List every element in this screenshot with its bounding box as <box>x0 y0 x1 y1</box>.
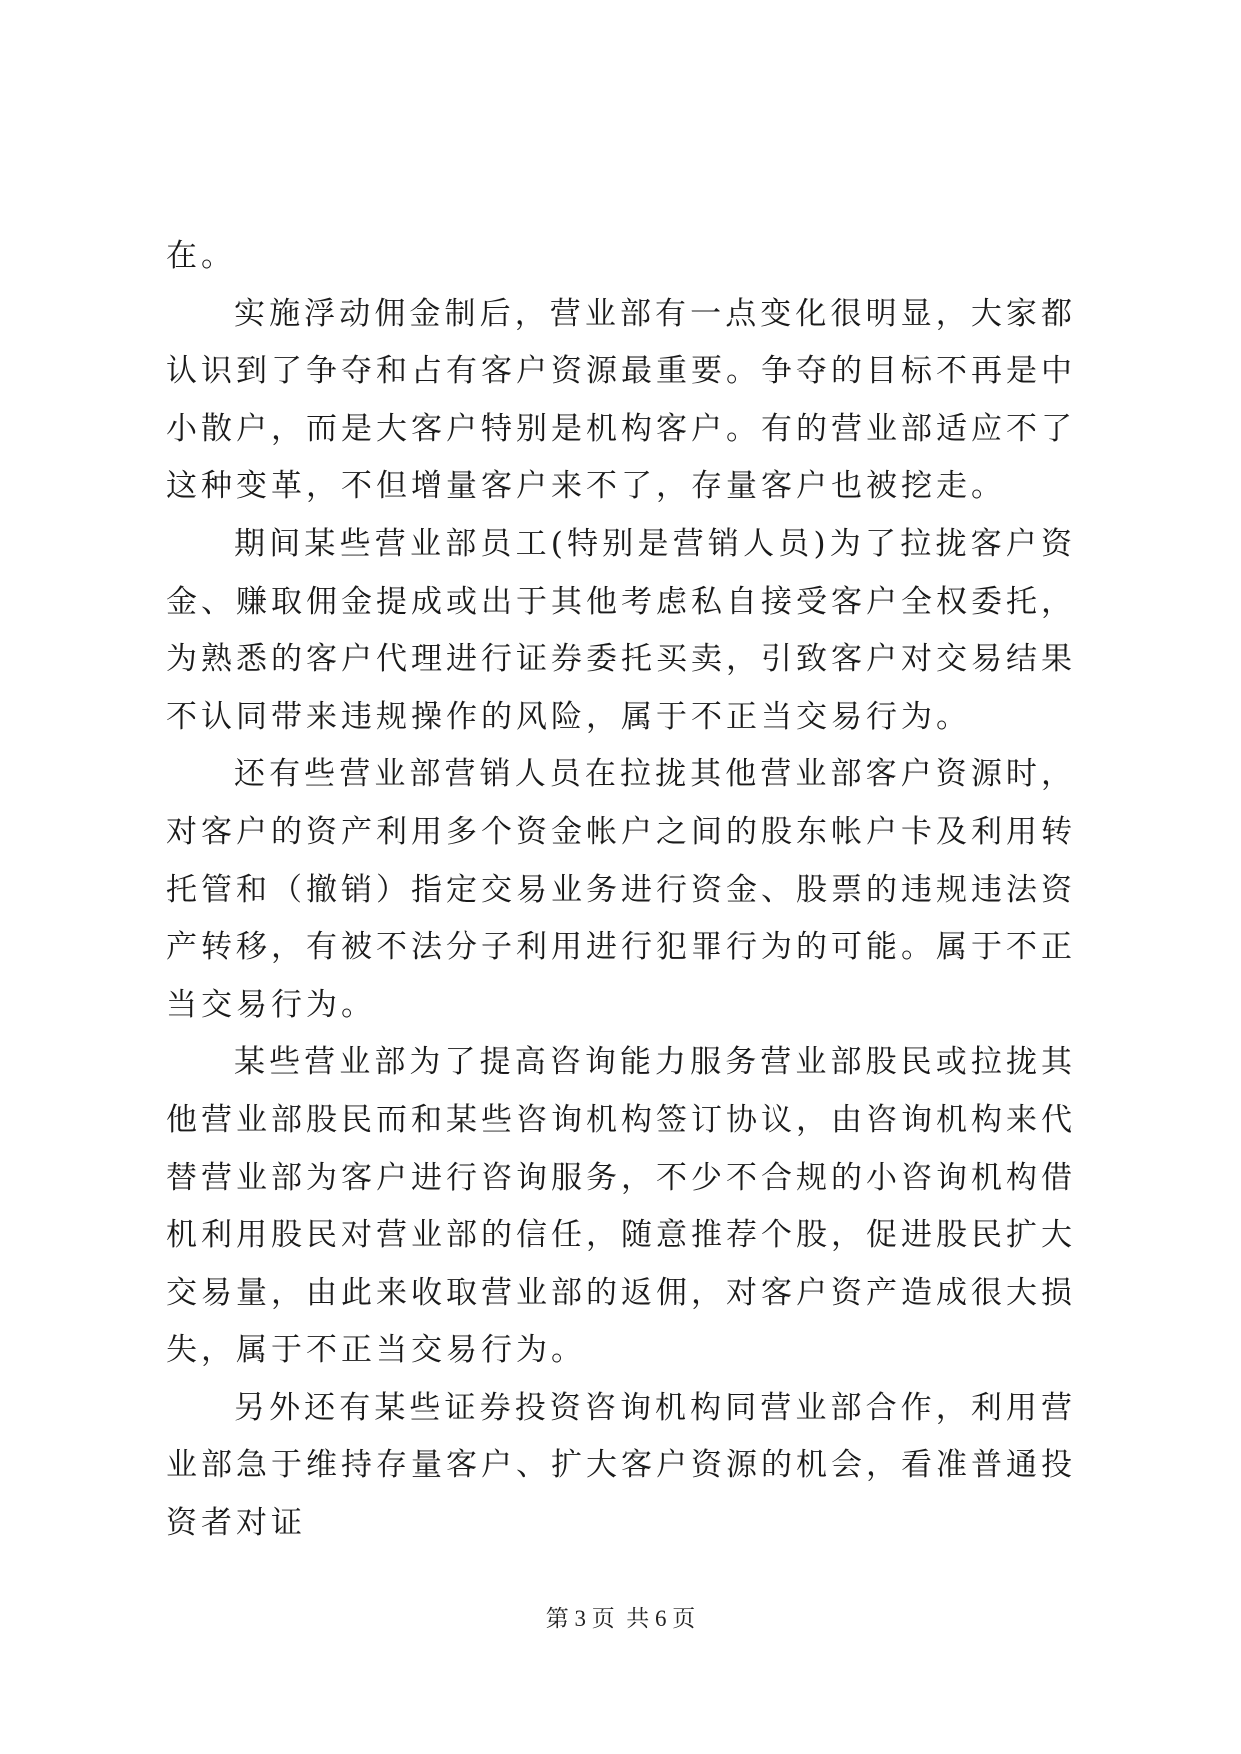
page-number: 第 3 页 <box>545 1606 615 1631</box>
paragraph-1: 在。 <box>166 238 236 274</box>
page-footer <box>0 1604 1241 1634</box>
paragraph-6: 另外还有某些证券投资咨询机构同营业部合作，利用营业部急于维持存量客户、扩大客户资源的机会，看准普通投资者对证 <box>166 1389 1076 1542</box>
page-total: 共 6 页 <box>626 1606 696 1631</box>
paragraph-4: 还有些营业部营销人员在拉拢其他营业部客户资源时，对客户的资产利用多个资金帐户之间的股东帐户卡及利用转托管和（撤销）指定交易业务进行资金、股票的违规违法资产转移，有被不法分子利用进行犯罪行为的可能。属于不正当交易行为。 <box>166 756 1076 1023</box>
document-body <box>166 228 1076 1553</box>
paragraph-2: 实施浮动佣金制后，营业部有一点变化很明显，大家都认识到了争夺和占有客户资源最重要。争夺的目标不再是中小散户，而是大客户特别是机构客户。有的营业部适应不了这种变革，不但增量客户来不了，存量客户也被挖走。 <box>166 295 1076 505</box>
paragraph-5: 某些营业部为了提高咨询能力服务营业部股民或拉拢其他营业部股民而和某些咨询机构签订协议，由咨询机构来代替营业部为客户进行咨询服务，不少不合规的小咨询机构借机利用股民对营业部的信任，随意推荐个股，促进股民扩大交易量，由此来收取营业部的返佣，对客户资产造成很大损失，属于不正当交易行为。 <box>166 1044 1076 1369</box>
paragraph-3: 期间某些营业部员工(特别是营销人员)为了拉拢客户资金、赚取佣金提成或出于其他考虑私自接受客户全权委托，为熟悉的客户代理进行证券委托买卖，引致客户对交易结果不认同带来违规操作的风险，属于不正当交易行为。 <box>166 525 1076 735</box>
